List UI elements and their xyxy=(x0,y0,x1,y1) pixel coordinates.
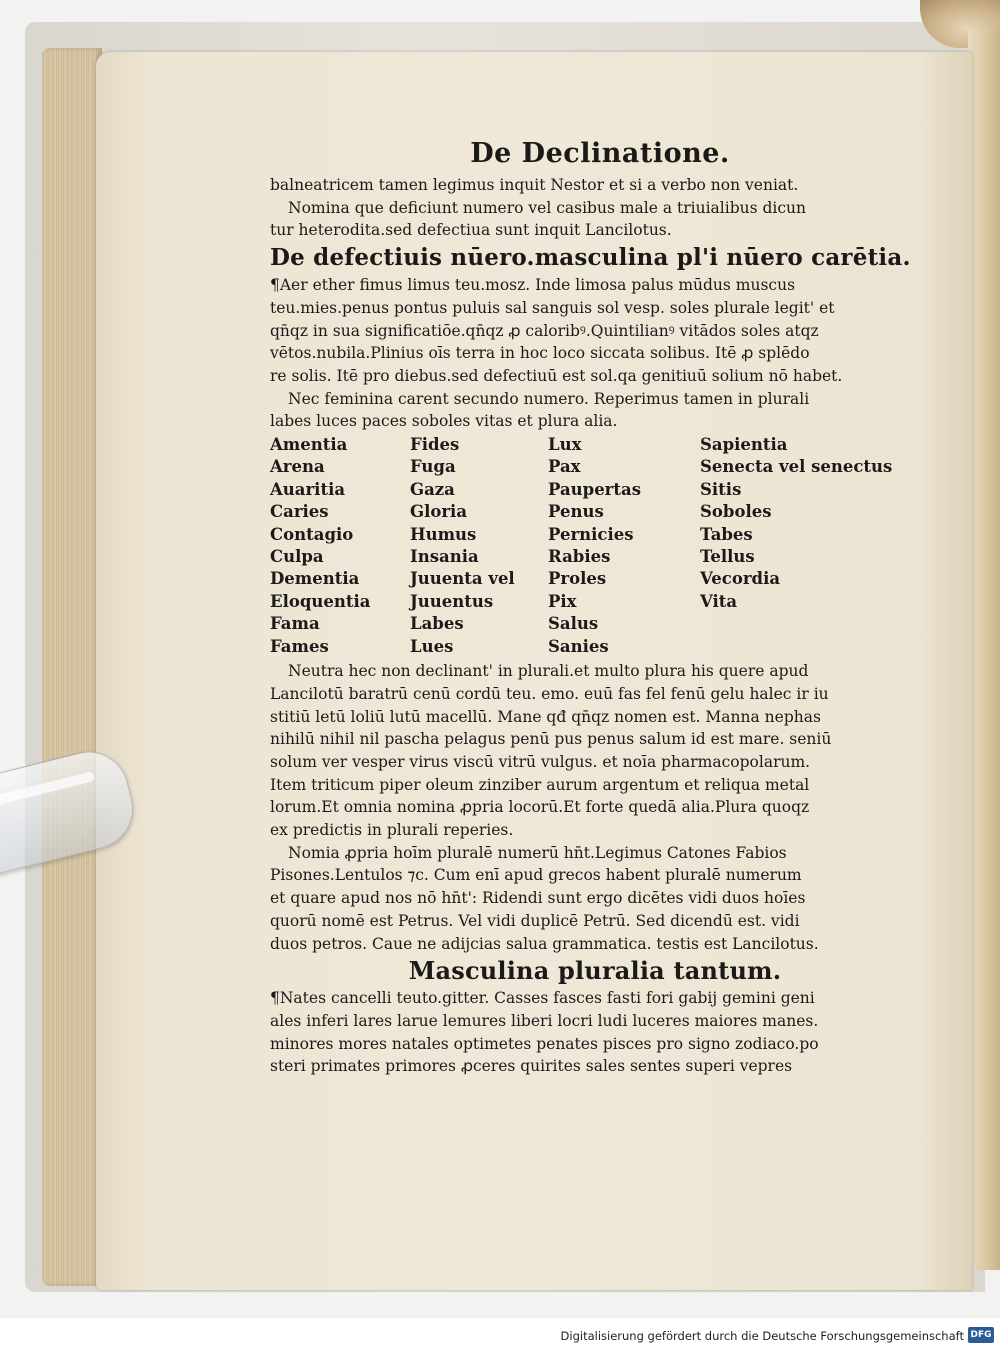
word-cell: Sanies xyxy=(548,636,609,656)
word-cell: Amentia xyxy=(270,435,348,455)
word-cell: Pernicies xyxy=(548,524,634,544)
word-cell: Proles xyxy=(548,569,607,589)
word-cell: Arena xyxy=(270,457,325,477)
word-cell: Auaritia xyxy=(270,479,346,499)
word-cell: Insania xyxy=(410,547,479,567)
word-cell: Lues xyxy=(410,636,454,656)
word-cell: Labes xyxy=(410,614,464,634)
word-cell: Vecordia xyxy=(700,569,781,589)
word-cell: Sapientia xyxy=(700,435,788,455)
text-line: quorū nomē est Petrus. Vel vidi duplicē Petrū. Sed dicendū est. vidi xyxy=(270,911,800,930)
footer-bar xyxy=(0,1318,1000,1353)
text-line: steri primates primores ꝓceres quirites sales sentes superi vepres xyxy=(270,1057,793,1076)
word-cell xyxy=(700,613,920,635)
page-title: De Declinatione. xyxy=(470,138,730,169)
word-cell: Fames xyxy=(270,636,329,656)
word-cell: Culpa xyxy=(270,547,324,567)
word-cell: Caries xyxy=(270,502,329,522)
glass-shine xyxy=(0,771,95,807)
text-line: stitiū letū loliū lutū macellū. Mane qđ qn̄qz nomen est. Manna nephas xyxy=(270,707,821,726)
text-line: solum ver vesper virus viscū vitrū vulgus. et noīa pharmacopolarum. xyxy=(270,752,811,771)
text-line: Neutra hec non declinant' in plurali.et multo plura his quere apud xyxy=(288,662,809,681)
funding-credit: Digitalisierung gefördert durch die Deutsche Forschungsgemeinschaft xyxy=(560,1329,964,1343)
text-line: teu.mies.penus pontus puluis sal sanguis sol vesp. soles plurale legit' et xyxy=(270,298,835,317)
word-cell: Gaza xyxy=(410,479,455,499)
text-line: ales inferi lares larue lemures liberi locri ludi luceres maiores manes. xyxy=(270,1011,819,1030)
text-line: labes luces paces soboles vitas et plura alia. xyxy=(270,412,618,431)
text-line: et quare apud nos nō hn̄t': Ridendi sunt ergo dicētes vidi duos hoīes xyxy=(270,889,806,908)
text-line: Lancilotū baratrū cenū cordū teu. emo. euū fas fel fenū gelu halec ir iu xyxy=(270,684,829,703)
word-cell: Fama xyxy=(270,614,320,634)
word-cell: Juuentus xyxy=(410,591,494,611)
word-cell: Salus xyxy=(548,614,599,634)
word-cell: Pix xyxy=(548,591,577,611)
paragraph-nates xyxy=(270,987,920,1078)
word-cell: Contagio xyxy=(270,524,354,544)
word-cell: Lux xyxy=(548,435,582,455)
text-line: re solis. Itē pro diebus.sed defectiuū est sol.qa genitiuū solium nō habet. xyxy=(270,366,843,385)
text-line: Pisones.Lentulos ⁊c. Cum enī apud grecos habent pluralē numerum xyxy=(270,866,802,885)
word-list-table xyxy=(270,434,920,658)
word-cell: Tellus xyxy=(700,547,755,567)
text-line: Nec feminina carent secundo numero. Reperimus tamen in plurali xyxy=(288,389,810,408)
paragraph-nomia-propria xyxy=(270,842,920,956)
word-cell: Vita xyxy=(700,591,738,611)
text-line: ¶Nates cancelli teuto.gitter. Casses fasces fasti fori gabij gemini geni xyxy=(270,989,815,1008)
intro-paragraph xyxy=(270,174,920,242)
section-heading-defectiuis: De defectiuis nūero.masculina pl'i nūero carētia. xyxy=(270,244,911,272)
text-line: Item triticum piper oleum zinziber aurum argentum et reliqua metal xyxy=(270,775,810,794)
word-cell: Fides xyxy=(410,435,460,455)
word-cell: Humus xyxy=(410,524,477,544)
word-cell: Juuenta vel xyxy=(410,569,515,589)
word-cell xyxy=(700,636,920,658)
page-edges-stack xyxy=(42,48,102,1286)
facing-page-edge xyxy=(968,30,1000,1270)
word-cell: Paupertas xyxy=(548,479,641,499)
word-cell: Pax xyxy=(548,457,581,477)
text-line: Nomina que deficiunt numero vel casibus male a triuialibus dicun xyxy=(288,198,807,217)
text-line: Nomia ꝓpria hoīm pluralē numerū hn̄t.Legimus Catones Fabios xyxy=(288,843,787,862)
dfg-logo-icon: DFG xyxy=(968,1327,994,1343)
word-cell: Penus xyxy=(548,502,604,522)
text-line: nihilū nihil nil pascha pelagus penū pus penus salum id est mare. seniū xyxy=(270,730,832,749)
text-line: tur heterodita.sed defectiua sunt inquit Lancilotus. xyxy=(270,221,672,240)
word-cell: Fuga xyxy=(410,457,456,477)
text-line: minores mores natales optimetes penates pisces pro signo zodiaco.po xyxy=(270,1034,819,1053)
text-line: ex predictis in plurali reperies. xyxy=(270,821,514,840)
text-line: balneatricem tamen legimus inquit Nestor et si a verbo non veniat. xyxy=(270,176,799,194)
word-cell: Soboles xyxy=(700,502,772,522)
text-line: duos petros. Caue ne adijcias salua grammatica. testis est Lancilotus. xyxy=(270,934,819,953)
page-text xyxy=(270,134,920,1078)
word-cell: Eloquentia xyxy=(270,591,371,611)
text-line: lorum.Et omnia nomina ꝓpria locorū.Et forte quedā alia.Plura quoqz xyxy=(270,798,810,817)
word-cell: Rabies xyxy=(548,547,611,567)
paragraph-neutra xyxy=(270,660,920,842)
text-line: qn̄qz in sua significatiōe.qn̄qz ꝓ caloribꝰ.Quintilianꝰ vitādos soles atqz xyxy=(270,321,819,340)
text-line: ¶Aer ether fimus limus teu.mosz. Inde limosa palus mūdus muscus xyxy=(270,276,796,295)
word-cell: Sitis xyxy=(700,479,742,499)
section-heading-masculina: Masculina pluralia tantum. xyxy=(408,956,782,986)
paragraph-aer-ether xyxy=(270,274,920,433)
word-cell: Dementia xyxy=(270,569,360,589)
word-cell: Senecta vel senectus xyxy=(700,457,893,477)
word-cell: Tabes xyxy=(700,524,753,544)
text-line: vētos.nubila.Plinius oīs terra in hoc loco siccata solibus. Itē ꝓ splēdo xyxy=(270,344,810,363)
word-cell: Gloria xyxy=(410,502,468,522)
